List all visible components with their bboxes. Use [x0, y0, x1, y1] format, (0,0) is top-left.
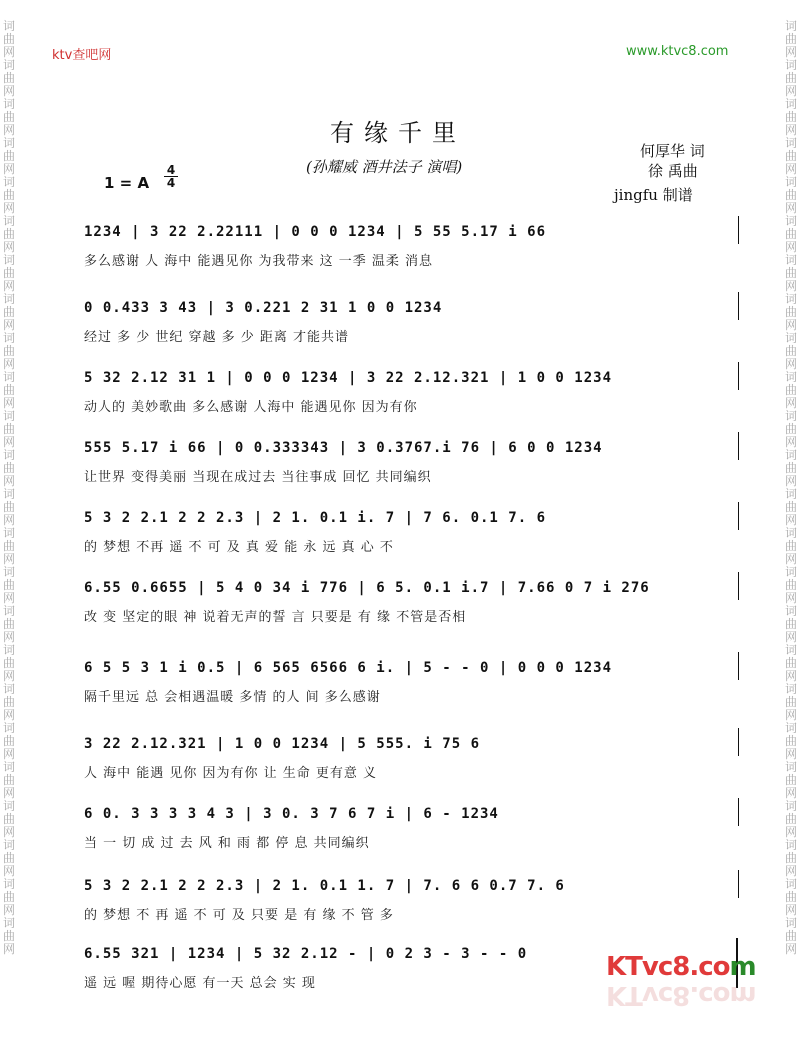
performers: (孙耀威 酒井法子 演唱)	[306, 158, 463, 176]
notation-line-11: 6.55 321 | 1234 | 5 32 2.12 - | 0 2 3 - 3 - - 0	[84, 946, 528, 962]
logo-reflection-suffix: m	[729, 980, 756, 1010]
barline	[738, 292, 739, 320]
site-name-header[interactable]: ktv查吧网	[52, 48, 112, 63]
logo-reflection-text: KTvc8.co	[606, 980, 730, 1010]
notation-line-7: 6 5 5 3 1 i 0.5 | 6 565 6566 6 i. | 5 - - 0 | 0 0 0 1234	[84, 660, 613, 676]
notation-line-6: 6.55 0.6655 | 5 4 0 34 i 776 | 6 5. 0.1 i.7 | 7.66 0 7 i 276	[84, 580, 650, 596]
barline	[738, 502, 739, 530]
ktvc8-logo	[606, 952, 756, 982]
lyric-line-1: 多么感谢 人 海中 能遇见你 为我带来 这 一季 温柔 消息	[84, 254, 434, 269]
lyric-line-7: 隔千里远 总 会相遇温暖 多情 的人 间 多么感谢	[84, 690, 381, 705]
barline	[738, 216, 739, 244]
barline	[738, 572, 739, 600]
barline	[738, 432, 739, 460]
song-title: 有缘千里	[330, 119, 466, 147]
lyricist-credit: 何厚华 词	[640, 142, 705, 160]
barline	[738, 728, 739, 756]
lyric-line-9: 当 一 切 成 过 去 风 和 雨 都 停 息 共同编织	[84, 836, 370, 851]
logo-text-suffix: m	[729, 952, 756, 982]
time-signature-top: 4	[166, 163, 176, 177]
notation-line-4: 555 5.17 i 66 | 0 0.333343 | 3 0.3767.i 76 | 6 0 0 1234	[84, 440, 603, 456]
time-signature-bottom: 4	[166, 176, 176, 190]
lyric-line-2: 经过 多 少 世纪 穿越 多 少 距离 才能共谱	[84, 330, 350, 345]
lyric-line-10: 的 梦想 不 再 遥 不 可 及 只要 是 有 缘 不 管 多	[84, 908, 394, 923]
side-watermark-right: 词曲网词曲网词曲网词曲网词曲网词曲网词曲网词曲网词曲网词曲网词曲网词曲网词曲网词曲网词曲网词曲网词曲网词曲网词曲网词曲网词曲网词曲网词曲网词曲网	[784, 19, 797, 956]
key-signature: 1 = A	[104, 174, 150, 192]
barline	[738, 362, 739, 390]
notation-line-5: 5 3 2 2.1 2 2 2.3 | 2 1. 0.1 i. 7 | 7 6. 0.1 7. 6	[84, 510, 547, 526]
lyric-line-5: 的 梦想 不再 遥 不 可 及 真 爱 能 永 远 真 心 不	[84, 540, 394, 555]
lyric-line-6: 改 变 坚定的眼 神 说着无声的誓 言 只要是 有 缘 不管是否相	[84, 610, 467, 625]
barline	[738, 652, 739, 680]
barline	[738, 798, 739, 826]
notation-line-9: 6 0. 3 3 3 3 4 3 | 3 0. 3 7 6 7 i | 6 - 1234	[84, 806, 499, 822]
lyric-line-8: 人 海中 能遇 见你 因为有你 让 生命 更有意 义	[84, 766, 378, 781]
barline	[738, 870, 739, 898]
notation-line-2: 0 0.433 3 43 | 3 0.221 2 31 1 0 0 1234	[84, 300, 443, 316]
site-url-header[interactable]: www.ktvc8.com	[626, 44, 729, 59]
composer-credit: 徐 禹曲	[648, 162, 698, 180]
notation-line-1: 1234 | 3 22 2.22111 | 0 0 0 1234 | 5 55 5.17 i 66	[84, 224, 547, 240]
notation-line-3: 5 32 2.12 31 1 | 0 0 0 1234 | 3 22 2.12.321 | 1 0 0 1234	[84, 370, 613, 386]
logo-reflection	[606, 980, 756, 1010]
lyric-line-3: 动人的 美妙歌曲 多么感谢 人海中 能遇见你 因为有你	[84, 400, 418, 415]
lyric-line-4: 让世界 变得美丽 当现在成过去 当往事成 回忆 共同编织	[84, 470, 432, 485]
side-watermark-left: 词曲网词曲网词曲网词曲网词曲网词曲网词曲网词曲网词曲网词曲网词曲网词曲网词曲网词曲网词曲网词曲网词曲网词曲网词曲网词曲网词曲网词曲网词曲网词曲网	[2, 19, 15, 956]
logo-text: KTvc8.co	[606, 952, 730, 982]
notation-line-10: 5 3 2 2.1 2 2 2.3 | 2 1. 0.1 1. 7 | 7. 6 6 0.7 7. 6	[84, 878, 565, 894]
time-signature	[164, 164, 178, 189]
lyric-line-11: 遥 远 喔 期待心愿 有一天 总会 实 现	[84, 976, 316, 991]
notation-line-8: 3 22 2.12.321 | 1 0 0 1234 | 5 555. i 75 6	[84, 736, 481, 752]
transcriber-credit: jingfu 制谱	[614, 186, 693, 204]
